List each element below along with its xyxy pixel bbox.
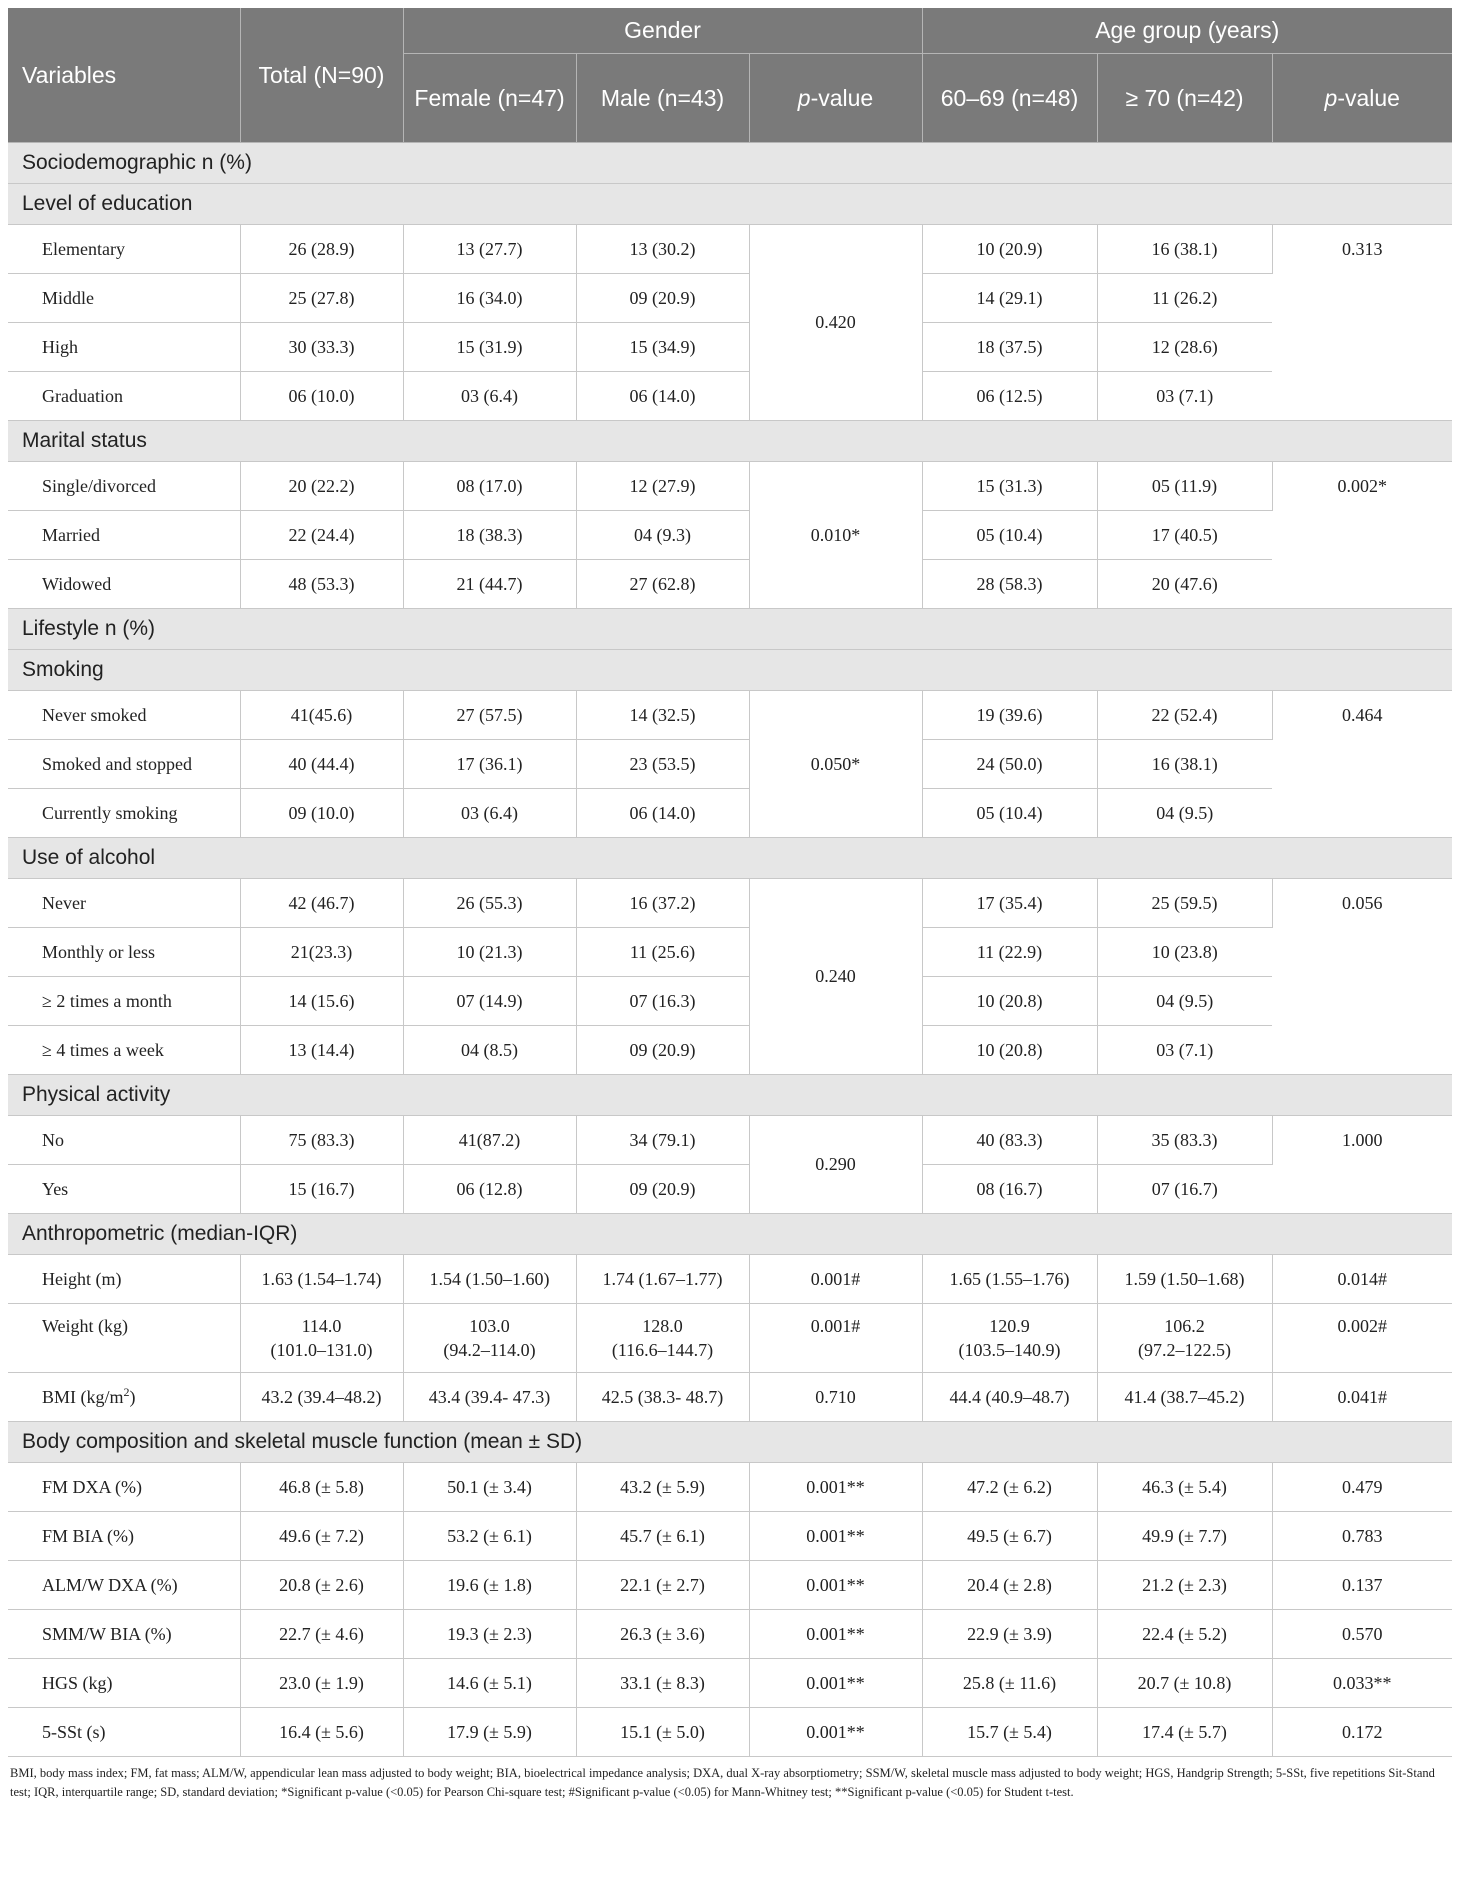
cell-p-age: 0.056 [1272, 879, 1452, 1075]
cell-male: 09 (20.9) [576, 1026, 749, 1075]
subsection-row [8, 1422, 1452, 1463]
cell-age-60-69: 40 (83.3) [922, 1116, 1097, 1165]
cell-male: 16 (37.2) [576, 879, 749, 928]
table-row [8, 1708, 1452, 1757]
header-male: Male (n=43) [576, 54, 749, 143]
table-row [8, 691, 1452, 740]
cell-p-gender: 0.050* [749, 691, 922, 838]
header-p-value-gender [749, 54, 922, 143]
cell-male: 26.3 (± 3.6) [576, 1610, 749, 1659]
cell-female: 04 (8.5) [403, 1026, 576, 1075]
range-line: (103.5–140.9) [958, 1340, 1061, 1360]
cell-male: 34 (79.1) [576, 1116, 749, 1165]
cell-total: 1.63 (1.54–1.74) [240, 1255, 403, 1304]
header-p-value-age [1272, 54, 1452, 143]
row-label: ≥ 2 times a month [8, 977, 240, 1026]
cell-p-age: 0.479 [1272, 1463, 1452, 1512]
cell-age-60-69: 05 (10.4) [922, 511, 1097, 560]
cell-p-age: 0.033** [1272, 1659, 1452, 1708]
table-row [8, 740, 1452, 789]
cell-female: 13 (27.7) [403, 225, 576, 274]
cell-female: 43.4 (39.4- 47.3) [403, 1373, 576, 1422]
bmi-superscript: 2 [123, 1385, 130, 1399]
header-total: Total (N=90) [240, 8, 403, 143]
section-sociodemographic: Sociodemographic n (%) [8, 143, 1452, 184]
cell-female: 21 (44.7) [403, 560, 576, 609]
bmi-label: BMI (kg/m [42, 1387, 124, 1407]
cell-male: 13 (30.2) [576, 225, 749, 274]
row-label: Graduation [8, 372, 240, 421]
cell-total: 43.2 (39.4–48.2) [240, 1373, 403, 1422]
cell-female: 15 (31.9) [403, 323, 576, 372]
cell-age-60-69 [922, 1304, 1097, 1373]
cell-age-60-69: 05 (10.4) [922, 789, 1097, 838]
cell-p-gender: 0.001# [749, 1255, 922, 1304]
cell-p-age: 0.464 [1272, 691, 1452, 838]
cell-male: 06 (14.0) [576, 372, 749, 421]
table-row [8, 1561, 1452, 1610]
cell-p-gender: 0.420 [749, 225, 922, 421]
cell-age-70 [1097, 1304, 1272, 1373]
cell-male: 06 (14.0) [576, 789, 749, 838]
cell-age-70: 10 (23.8) [1097, 928, 1272, 977]
table-row [8, 977, 1452, 1026]
cell-age-60-69: 10 (20.9) [922, 225, 1097, 274]
cell-male: 27 (62.8) [576, 560, 749, 609]
cell-total: 75 (83.3) [240, 1116, 403, 1165]
row-label: ≥ 4 times a week [8, 1026, 240, 1075]
cell-total: 49.6 (± 7.2) [240, 1512, 403, 1561]
value-line: 103.0 [469, 1316, 510, 1336]
table-row [8, 511, 1452, 560]
cell-age-70: 03 (7.1) [1097, 372, 1272, 421]
cell-age-60-69: 20.4 (± 2.8) [922, 1561, 1097, 1610]
cell-age-70: 05 (11.9) [1097, 462, 1272, 511]
cell-age-60-69: 08 (16.7) [922, 1165, 1097, 1214]
cell-age-60-69: 28 (58.3) [922, 560, 1097, 609]
cell-total: 16.4 (± 5.6) [240, 1708, 403, 1757]
cell-female: 17.9 (± 5.9) [403, 1708, 576, 1757]
cell-p-age: 0.137 [1272, 1561, 1452, 1610]
cell-male: 1.74 (1.67–1.77) [576, 1255, 749, 1304]
cell-total: 41(45.6) [240, 691, 403, 740]
cell-male: 04 (9.3) [576, 511, 749, 560]
range-line: (116.6–144.7) [611, 1340, 714, 1360]
row-label: Elementary [8, 225, 240, 274]
row-label: Never [8, 879, 240, 928]
cell-age-60-69: 25.8 (± 11.6) [922, 1659, 1097, 1708]
cell-p-age: 0.783 [1272, 1512, 1452, 1561]
cell-total: 14 (15.6) [240, 977, 403, 1026]
cell-female: 14.6 (± 5.1) [403, 1659, 576, 1708]
cell-total: 21(23.3) [240, 928, 403, 977]
section-smoking: Smoking [8, 650, 1452, 691]
table-row [8, 372, 1452, 421]
header-age-group: Age group (years) [922, 8, 1452, 54]
cell-age-60-69: 47.2 (± 6.2) [922, 1463, 1097, 1512]
subsection-row [8, 838, 1452, 879]
cell-age-60-69: 11 (22.9) [922, 928, 1097, 977]
p-suffix: -value [1337, 84, 1400, 111]
p-letter: p [1324, 84, 1338, 111]
value-line: 114.0 [301, 1316, 342, 1336]
section-anthropometric: Anthropometric (median-IQR) [8, 1214, 1452, 1255]
table-row [8, 323, 1452, 372]
cell-age-70: 25 (59.5) [1097, 879, 1272, 928]
table-row [8, 1512, 1452, 1561]
row-label: Yes [8, 1165, 240, 1214]
table-row [8, 1026, 1452, 1075]
cell-age-70: 21.2 (± 2.3) [1097, 1561, 1272, 1610]
cell-total: 25 (27.8) [240, 274, 403, 323]
cell-age-70: 35 (83.3) [1097, 1116, 1272, 1165]
table-row [8, 1373, 1452, 1422]
cell-total: 48 (53.3) [240, 560, 403, 609]
cell-p-gender: 0.001** [749, 1512, 922, 1561]
cell-age-70: 12 (28.6) [1097, 323, 1272, 372]
cell-total: 23.0 (± 1.9) [240, 1659, 403, 1708]
cell-total: 15 (16.7) [240, 1165, 403, 1214]
cell-age-70: 07 (16.7) [1097, 1165, 1272, 1214]
cell-age-60-69: 24 (50.0) [922, 740, 1097, 789]
cell-p-gender: 0.001** [749, 1463, 922, 1512]
cell-age-60-69: 18 (37.5) [922, 323, 1097, 372]
table-row [8, 225, 1452, 274]
cell-p-gender: 0.290 [749, 1116, 922, 1214]
section-body-composition: Body composition and skeletal muscle function (mean ± SD) [8, 1422, 1452, 1463]
cell-age-70: 22 (52.4) [1097, 691, 1272, 740]
cell-total: 42 (46.7) [240, 879, 403, 928]
cell-age-70: 41.4 (38.7–45.2) [1097, 1373, 1272, 1422]
cell-age-70: 22.4 (± 5.2) [1097, 1610, 1272, 1659]
header-gender: Gender [403, 8, 922, 54]
cell-total: 06 (10.0) [240, 372, 403, 421]
row-label: High [8, 323, 240, 372]
row-label: Never smoked [8, 691, 240, 740]
cell-p-gender: 0.240 [749, 879, 922, 1075]
section-physical: Physical activity [8, 1075, 1452, 1116]
value-line: 106.2 [1164, 1316, 1205, 1336]
subsection-row [8, 421, 1452, 462]
table-footnote: BMI, body mass index; FM, fat mass; ALM/W, appendicular lean mass adjusted to body weight; BIA, bioelectrical impedance analysis; DXA, dual X-ray absorptiometry; SSM/W, skeletal muscle mass adjusted to body weight; HGS, Handgrip Strength; 5-SSt, five repetitions Sit-Stand test; IQR, interquartile range; SD, standard deviation; *Significant p-value (<0.05) for Pearson Chi-square test; #Significant p-value (<0.05) for Mann-Whitney test; **Significant p-value (<0.05) for Student t-test. [10, 1766, 1435, 1799]
cell-male: 07 (16.3) [576, 977, 749, 1026]
cell-p-age: 0.041# [1272, 1373, 1452, 1422]
value-line: 128.0 [642, 1316, 683, 1336]
cell-p-gender: 0.710 [749, 1373, 922, 1422]
table-row [8, 1255, 1452, 1304]
row-label: Widowed [8, 560, 240, 609]
cell-male: 23 (53.5) [576, 740, 749, 789]
cell-female: 53.2 (± 6.1) [403, 1512, 576, 1561]
cell-total: 20 (22.2) [240, 462, 403, 511]
p-letter: p [797, 84, 811, 111]
row-label: Smoked and stopped [8, 740, 240, 789]
cell-female: 10 (21.3) [403, 928, 576, 977]
table-header [8, 8, 1452, 143]
value-line: 120.9 [989, 1316, 1030, 1336]
cell-age-60-69: 17 (35.4) [922, 879, 1097, 928]
cell-female: 07 (14.9) [403, 977, 576, 1026]
bmi-label-end: ) [129, 1387, 136, 1407]
cell-age-70: 16 (38.1) [1097, 225, 1272, 274]
cell-p-gender: 0.010* [749, 462, 922, 609]
cell-age-60-69: 06 (12.5) [922, 372, 1097, 421]
cell-p-gender: 0.001** [749, 1708, 922, 1757]
cell-total: 09 (10.0) [240, 789, 403, 838]
cell-age-60-69: 14 (29.1) [922, 274, 1097, 323]
table-row [8, 560, 1452, 609]
cell-female: 06 (12.8) [403, 1165, 576, 1214]
cell-female: 03 (6.4) [403, 372, 576, 421]
cell-age-70: 1.59 (1.50–1.68) [1097, 1255, 1272, 1304]
row-label: FM BIA (%) [8, 1512, 240, 1561]
cell-total: 40 (44.4) [240, 740, 403, 789]
cell-age-60-69: 22.9 (± 3.9) [922, 1610, 1097, 1659]
range-line: (94.2–114.0) [443, 1340, 536, 1360]
data-table [8, 8, 1452, 1757]
subsection-row [8, 1214, 1452, 1255]
cell-age-70: 49.9 (± 7.7) [1097, 1512, 1272, 1561]
cell-age-60-69: 19 (39.6) [922, 691, 1097, 740]
cell-total: 26 (28.9) [240, 225, 403, 274]
table-row [8, 1304, 1452, 1373]
row-label: SMM/W BIA (%) [8, 1610, 240, 1659]
cell-male [576, 1304, 749, 1373]
row-label: Monthly or less [8, 928, 240, 977]
row-label: HGS (kg) [8, 1659, 240, 1708]
cell-female: 08 (17.0) [403, 462, 576, 511]
cell-age-70: 17.4 (± 5.7) [1097, 1708, 1272, 1757]
cell-male: 09 (20.9) [576, 1165, 749, 1214]
section-alcohol: Use of alcohol [8, 838, 1452, 879]
cell-age-60-69: 10 (20.8) [922, 977, 1097, 1026]
section-education: Level of education [8, 184, 1452, 225]
cell-p-age: 0.002* [1272, 462, 1452, 609]
table-row [8, 789, 1452, 838]
cell-female: 16 (34.0) [403, 274, 576, 323]
cell-p-gender: 0.001** [749, 1659, 922, 1708]
table-row [8, 879, 1452, 928]
cell-total: 22 (24.4) [240, 511, 403, 560]
cell-age-70: 46.3 (± 5.4) [1097, 1463, 1272, 1512]
cell-age-70: 17 (40.5) [1097, 511, 1272, 560]
cell-male: 22.1 (± 2.7) [576, 1561, 749, 1610]
cell-age-70: 04 (9.5) [1097, 789, 1272, 838]
table-row [8, 1659, 1452, 1708]
header-age-70: ≥ 70 (n=42) [1097, 54, 1272, 143]
row-label [8, 1373, 240, 1422]
cell-age-70: 16 (38.1) [1097, 740, 1272, 789]
range-line: (97.2–122.5) [1138, 1340, 1231, 1360]
cell-male: 43.2 (± 5.9) [576, 1463, 749, 1512]
cell-age-60-69: 44.4 (40.9–48.7) [922, 1373, 1097, 1422]
cell-male: 33.1 (± 8.3) [576, 1659, 749, 1708]
cell-age-60-69: 1.65 (1.55–1.76) [922, 1255, 1097, 1304]
header-variables: Variables [8, 8, 240, 143]
cell-age-60-69: 49.5 (± 6.7) [922, 1512, 1097, 1561]
cell-female: 41(87.2) [403, 1116, 576, 1165]
cell-age-70: 11 (26.2) [1097, 274, 1272, 323]
range-line: (101.0–131.0) [270, 1340, 373, 1360]
cell-age-70: 20 (47.6) [1097, 560, 1272, 609]
cell-p-gender: 0.001# [749, 1304, 922, 1373]
table-row [8, 462, 1452, 511]
cell-female: 50.1 (± 3.4) [403, 1463, 576, 1512]
cell-total [240, 1304, 403, 1373]
cell-male: 45.7 (± 6.1) [576, 1512, 749, 1561]
row-label: Weight (kg) [8, 1304, 240, 1373]
cell-age-70: 20.7 (± 10.8) [1097, 1659, 1272, 1708]
cell-p-age: 0.014# [1272, 1255, 1452, 1304]
cell-total: 30 (33.3) [240, 323, 403, 372]
row-label: Height (m) [8, 1255, 240, 1304]
cell-total: 22.7 (± 4.6) [240, 1610, 403, 1659]
row-label: ALM/W DXA (%) [8, 1561, 240, 1610]
cell-p-age: 0.313 [1272, 225, 1452, 421]
header-female: Female (n=47) [403, 54, 576, 143]
cell-male: 15.1 (± 5.0) [576, 1708, 749, 1757]
cell-female: 19.6 (± 1.8) [403, 1561, 576, 1610]
cell-male: 42.5 (38.3- 48.7) [576, 1373, 749, 1422]
cell-male: 09 (20.9) [576, 274, 749, 323]
row-label: FM DXA (%) [8, 1463, 240, 1512]
section-row [8, 609, 1452, 650]
cell-female [403, 1304, 576, 1373]
table-row [8, 1165, 1452, 1214]
table-row [8, 1610, 1452, 1659]
cell-p-age: 0.002# [1272, 1304, 1452, 1373]
section-lifestyle: Lifestyle n (%) [8, 609, 1452, 650]
cell-male: 12 (27.9) [576, 462, 749, 511]
row-label: Currently smoking [8, 789, 240, 838]
cell-age-60-69: 15 (31.3) [922, 462, 1097, 511]
table-row [8, 928, 1452, 977]
table-row [8, 1463, 1452, 1512]
cell-total: 20.8 (± 2.6) [240, 1561, 403, 1610]
cell-total: 46.8 (± 5.8) [240, 1463, 403, 1512]
row-label: Middle [8, 274, 240, 323]
subsection-row [8, 1075, 1452, 1116]
subsection-row [8, 650, 1452, 691]
subsection-row [8, 184, 1452, 225]
cell-p-gender: 0.001** [749, 1561, 922, 1610]
cell-male: 11 (25.6) [576, 928, 749, 977]
cell-age-70: 04 (9.5) [1097, 977, 1272, 1026]
cell-age-60-69: 15.7 (± 5.4) [922, 1708, 1097, 1757]
row-label: Married [8, 511, 240, 560]
table-container [8, 8, 1452, 1802]
p-suffix: -value [810, 84, 874, 111]
cell-female: 19.3 (± 2.3) [403, 1610, 576, 1659]
section-marital: Marital status [8, 421, 1452, 462]
cell-p-gender: 0.001** [749, 1610, 922, 1659]
cell-female: 18 (38.3) [403, 511, 576, 560]
row-label: Single/divorced [8, 462, 240, 511]
cell-female: 27 (57.5) [403, 691, 576, 740]
cell-p-age: 0.570 [1272, 1610, 1452, 1659]
cell-female: 17 (36.1) [403, 740, 576, 789]
cell-male: 15 (34.9) [576, 323, 749, 372]
cell-age-60-69: 10 (20.8) [922, 1026, 1097, 1075]
cell-female: 1.54 (1.50–1.60) [403, 1255, 576, 1304]
table-row [8, 274, 1452, 323]
cell-p-age: 0.172 [1272, 1708, 1452, 1757]
table-row [8, 1116, 1452, 1165]
cell-male: 14 (32.5) [576, 691, 749, 740]
row-label: No [8, 1116, 240, 1165]
section-row [8, 143, 1452, 184]
cell-female: 26 (55.3) [403, 879, 576, 928]
cell-female: 03 (6.4) [403, 789, 576, 838]
cell-p-age: 1.000 [1272, 1116, 1452, 1214]
row-label: 5-SSt (s) [8, 1708, 240, 1757]
header-age-60-69: 60–69 (n=48) [922, 54, 1097, 143]
cell-total: 13 (14.4) [240, 1026, 403, 1075]
cell-age-70: 03 (7.1) [1097, 1026, 1272, 1075]
